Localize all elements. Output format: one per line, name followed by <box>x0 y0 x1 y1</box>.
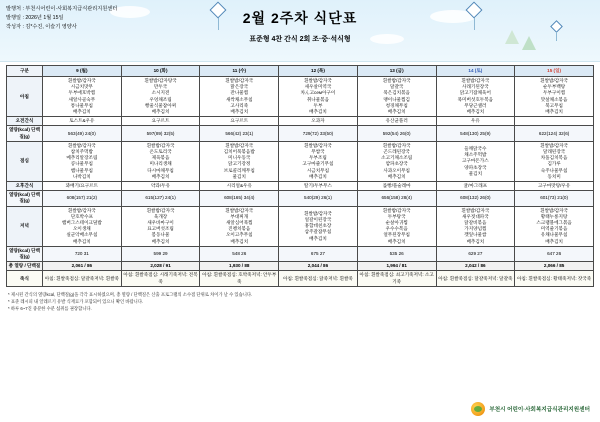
row-label-8: 총 열량 / 단백질 <box>7 262 43 271</box>
cell-r1-c0: 토스트&우유 <box>43 117 122 126</box>
table-row <box>7 141 594 181</box>
cell-r3-c6: 흰쌀밥/감자국 달래된장국 차돌김치복음 김가루 숙주나물무침 동치미 <box>515 141 594 181</box>
issue-date-line: 발행일 : 2026년 1월 15일 <box>6 15 64 21</box>
cell-r4-c3: 딸기/두부무스 <box>279 182 358 191</box>
cell-r1-c5: 우유 <box>436 117 515 126</box>
cell-r7-c3: 675 27 <box>279 246 358 261</box>
row-label-1: 오전간식 <box>7 117 43 126</box>
cell-r0-c1: 흰쌀밥/감자탕국 만두국 소시지전 우엉채조림 빵울식물잡아찌 배추김치 <box>121 77 200 117</box>
day-header-4: 13 (금) <box>357 66 436 77</box>
cell-r2-c0: 563(49) 24(0) <box>43 126 122 141</box>
table-body <box>7 77 594 287</box>
page-subtitle: 표준형 4찬 간식 2회 조·중·석식형 <box>249 36 351 43</box>
page-title: 2월 2주차 식단표 <box>242 10 358 26</box>
cell-r0-c3: 흰쌀밥/감자국 새우살미역국 차ん고сем아구이 취나물볶음 두부 배추김치 <box>279 77 358 117</box>
row-label-0: 아침 <box>7 77 43 117</box>
table-row <box>7 117 594 126</box>
cell-r0-c6: 흰쌀밥/감자국 순두부백탕 두부구이찜 맛살채소볶음 북고무침 배추김치 <box>515 77 594 117</box>
row-label-6: 저녁 <box>7 206 43 246</box>
cell-r4-c6: 고구마맛탕/우유 <box>515 182 594 191</box>
cell-r9-c4: 아침: 흰쌀죽점심: 쇠고기죽저녁: 소고기죽 <box>357 271 436 286</box>
cell-r7-c4: 535 26 <box>357 246 436 261</box>
cell-r9-c6: 아침: 흰쌀죽점심: 황태죽저녁: 잣국죽 <box>515 271 594 286</box>
cell-r4-c1: 약과/두유 <box>121 182 200 191</box>
table-row <box>7 182 594 191</box>
page-header <box>0 0 600 62</box>
row-label-7: 열량(kcal) 단백질(g) <box>7 246 43 261</box>
header-label-cell: 구분 <box>7 66 43 77</box>
footer-note-3: * 하루 6~7진 중분한 수분 섭취를 권장합니다. <box>8 305 92 311</box>
cell-r6-c0: 흰쌀밥/감자국 단호박수프 햄버그스테이크덮밥 오이생채 실군악배소무침 배추김치 <box>43 206 122 246</box>
cell-r3-c2: 흰쌀밥/감자국 김치어묵볶음밥 미니우동국 닭고기강정 브로콜리깨무침 물김치 <box>200 141 279 181</box>
cell-r8-c3: 2,044 / 86 <box>279 262 358 271</box>
row-label-2: 열량(kcal) 단백질(g) <box>7 126 43 141</box>
cell-r6-c6: 흰쌀밥/감자국 황태누룽지탕 스크램블에그볶음 미역줄기볶음 유채나물무침 배추김치 <box>515 206 594 246</box>
cell-r2-c3: 729(72) 33(50) <box>279 126 358 141</box>
cell-r6-c3: 흰쌀밥/감자국 얼갈이된장국 홍합데친초장 삼주갈잡무침 배추김치 <box>279 206 358 246</box>
cell-r8-c0: 2,061 / 86 <box>43 262 122 271</box>
cell-r4-c2: 시리얼&우유 <box>200 182 279 191</box>
day-header-0: 9 (월) <box>43 66 122 77</box>
cell-r6-c2: 흰쌀밥/감자국 부대찌개 새알심어묵찜 진챙치볶음 오이고추무침 배추김치 <box>200 206 279 246</box>
cell-r6-c4: 흰쌀밥/감자국 두부탕국 순살아귀찜 우수수복음 얼무된장무침 배추김치 <box>357 206 436 246</box>
sun-leaf-icon <box>471 402 485 416</box>
cell-r9-c5: 아침: 흰쌀죽점심: 달걀죽저녁: 달걀죽 <box>436 271 515 286</box>
day-header-6: 15 (일) <box>515 66 594 77</box>
cell-r0-c5: 흰쌀밥/감자국 사래기된장국 닭고기잡채육어 묵미버섯호두복음 무당근샐러 배추김치 <box>436 77 515 117</box>
cell-r7-c5: 629 27 <box>436 246 515 261</box>
cell-r8-c4: 1,994 / 81 <box>357 262 436 271</box>
title-block <box>0 8 600 44</box>
cell-r1-c3: 오과자 <box>279 117 358 126</box>
cell-r7-c0: 720 31 <box>43 246 122 261</box>
row-label-4: 오후간식 <box>7 182 43 191</box>
table-row <box>7 77 594 117</box>
table-row <box>7 126 594 141</box>
cell-r7-c1: 599 29 <box>121 246 200 261</box>
footer-notes <box>8 291 592 312</box>
cell-r7-c2: 548 26 <box>200 246 279 261</box>
cell-r1-c6 <box>515 117 594 126</box>
day-header-2: 11 (수) <box>200 66 279 77</box>
footer-note-1: * 제시된 간식의 열량kcal, 단백질(g)을 각각 표시하였으며, 총 열량 / 단백질은 산출 프로그램의 소수점 단위로 차이가 날 수 있습니다. <box>8 291 253 297</box>
cell-r3-c1: 흰쌀밥/감자국 온도토리국 제육볶음 미나리생채 다시마채무침 배추김치 <box>121 141 200 181</box>
table-row <box>7 271 594 286</box>
cell-r3-c3: 흰쌀밥/감자국 무쌈국 두부조림 고구마줄기무침 시금치무침 배추김치 <box>279 141 358 181</box>
table-head <box>7 66 594 77</box>
cell-r9-c1: 아침: 흰쌀죽점심: 시래기죽저녁: 전복죽 <box>121 271 200 286</box>
cell-r4-c5: 귤/마그래프 <box>436 182 515 191</box>
cell-r5-c2: 608(165) 34(4) <box>200 191 279 206</box>
cell-r5-c4: 656(158) 28(4) <box>357 191 436 206</box>
row-label-5: 열량(kcal) 단백질(g) <box>7 191 43 206</box>
cell-r8-c1: 2,028 / 91 <box>121 262 200 271</box>
menu-table <box>6 65 594 287</box>
cell-r8-c2: 1,930 / 88 <box>200 262 279 271</box>
cell-r5-c1: 615(127) 24(1) <box>121 191 200 206</box>
cell-r1-c4: 유산균플러 <box>357 117 436 126</box>
cell-r5-c5: 608(132) 26(0) <box>436 191 515 206</box>
cell-r5-c6: 601(73) 21(0) <box>515 191 594 206</box>
cell-r3-c0: 흰쌀밥/감자국 참치주먹밥 메추리알장조림 콩나물무침 햄나물무침 나박김치 <box>43 141 122 181</box>
cell-r6-c1: 흰쌀밥/감자국 육개장 새우바마구이 표고버섯조림 봄동나물 배추김치 <box>121 206 200 246</box>
day-header-3: 12 (목) <box>279 66 358 77</box>
row-label-3: 점심 <box>7 141 43 181</box>
cell-r0-c0: 흰쌀밥/감자국 시금치맛무 두부애호박찜 새알사골숙무 통나물무침 배추김치 <box>43 77 122 117</box>
cell-r2-c1: 597(89) 32(5) <box>121 126 200 141</box>
cell-r1-c1: 요구르트 <box>121 117 200 126</box>
day-header-1: 10 (화) <box>121 66 200 77</box>
cell-r0-c4: 흰쌀밥/감자국 달걀국 묵은김치볶음 맹이나물찜김 청경채무침 배추김치 <box>357 77 436 117</box>
organization-name: 부천시 어린이·사회복지급식관리지원센터 <box>489 407 590 413</box>
table-row <box>7 191 594 206</box>
table-header-row <box>7 66 594 77</box>
cell-r2-c5: 548(130) 25(9) <box>436 126 515 141</box>
author-line: 작성자 : 김*수진, 이슬기 영양사 <box>6 24 77 30</box>
row-label-9: 죽식 <box>7 271 43 286</box>
cell-r6-c5: 흰쌀밥/감자국 새우젓대파국 닭갈비볶음 가지양념찜 깻잎나물쌈 배추김치 <box>436 206 515 246</box>
cell-r2-c2: 566(42) 23(1) <box>200 126 279 141</box>
cell-r9-c3: 아침: 흰쌀죽점심: 닭죽저녁: 흰쌀죽 <box>279 271 358 286</box>
cell-r0-c2: 흰쌀밥/감자국 맑은장국 잔나물찜 새싹채소무침 고사리죽 배추김치 <box>200 77 279 117</box>
cell-r2-c4: 592(54) 26(0) <box>357 126 436 141</box>
cell-r5-c3: 540(29) 26(1) <box>279 191 358 206</box>
day-header-5: 14 (토) <box>436 66 515 77</box>
table-row <box>7 206 594 246</box>
cell-r3-c5: 들깨닭국수 채소주먹밥 고구마돈가스 양파초장국 물김치 <box>436 141 515 181</box>
publisher-line: 발행처 : 부천시어린이·사회복지급식관리지원센터 <box>6 6 118 12</box>
cell-r5-c0: 608(157) 21(2) <box>43 191 122 206</box>
cell-r3-c4: 흰쌀밥/감자국 곤드레된장국 소고기채소조림 얌파초장국 사과오이무침 배추김치 <box>357 141 436 181</box>
cell-r9-c0: 아침: 흰쌀죽점심: 달걀죽저녁: 흰쌀죽 <box>43 271 122 286</box>
cell-r1-c2: 요구르트 <box>200 117 279 126</box>
organization-logo <box>471 402 590 416</box>
cell-r2-c6: 622(124) 32(6) <box>515 126 594 141</box>
cell-r8-c5: 2,042 / 86 <box>436 262 515 271</box>
cell-r8-c6: 2,066 / 85 <box>515 262 594 271</box>
cell-r4-c0: 꽈배기/요구르트 <box>43 182 122 191</box>
cell-r7-c6: 647 26 <box>515 246 594 261</box>
table-row <box>7 262 594 271</box>
cell-r4-c4: 롤빵/플술레마 <box>357 182 436 191</box>
cell-r9-c2: 아침: 흰쌀죽점심: 호박죽저녁: 안두부죽 <box>200 271 279 286</box>
footer-note-2: * 표준 레시피 내 알레르기 유발 식재료가 포함되어 있으니 확인 바랍니다. <box>8 298 144 304</box>
table-row <box>7 246 594 261</box>
